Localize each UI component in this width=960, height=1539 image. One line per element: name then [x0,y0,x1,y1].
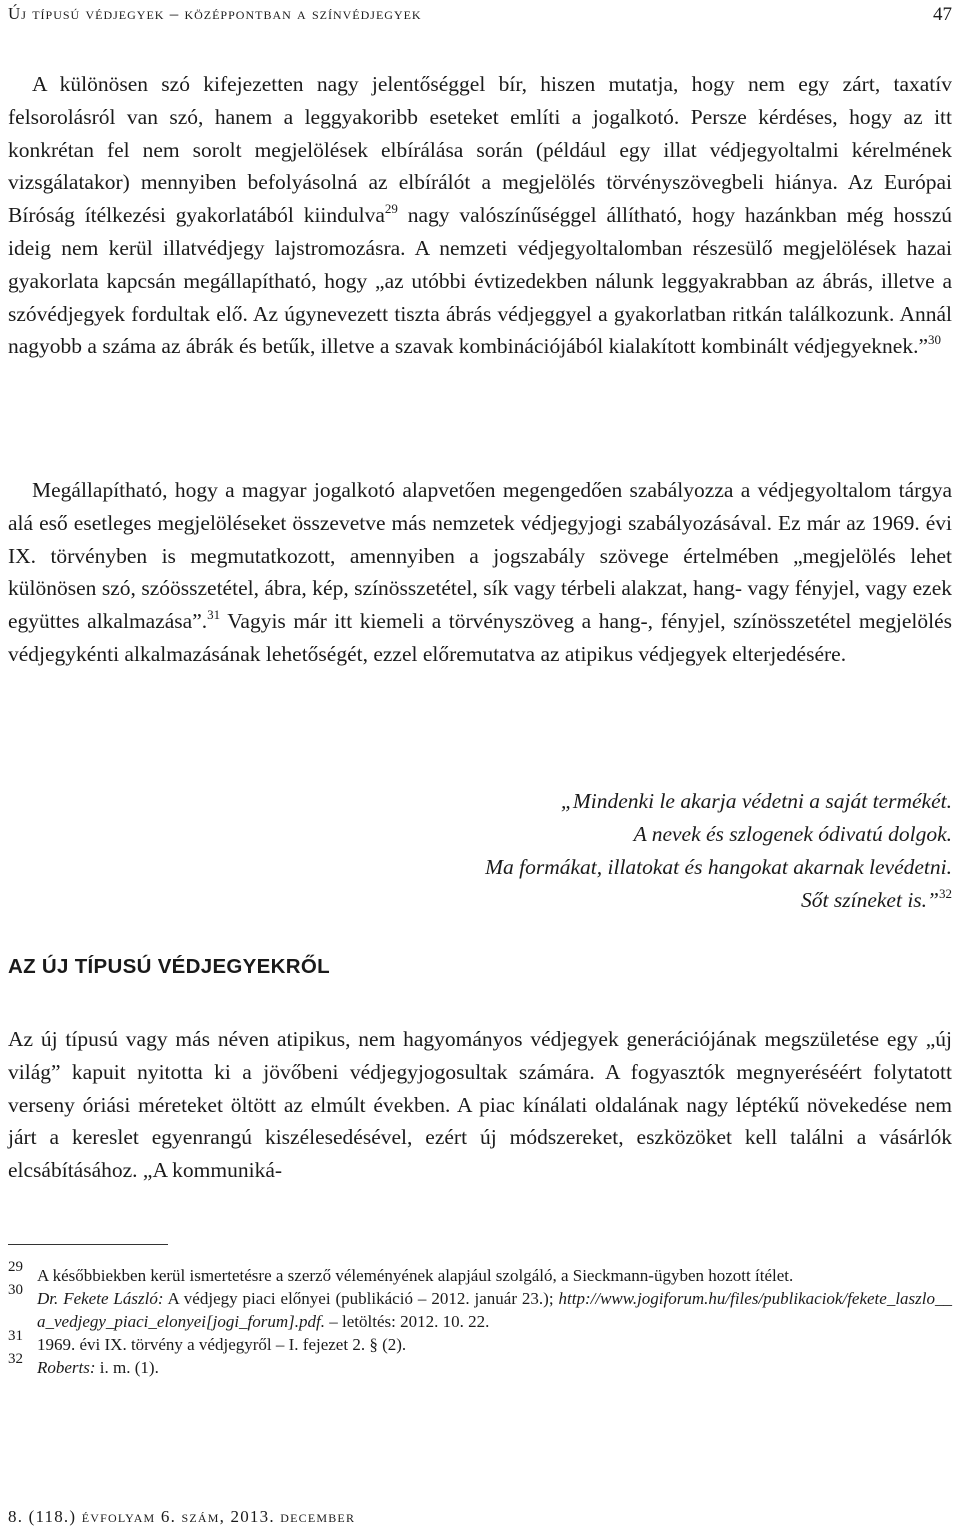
footnote-30 [8,1282,952,1333]
body-paragraph-3 [8,1023,952,1187]
epigraph-line: A nevek és szlogenek ódivatú dolgok. [633,822,952,846]
epigraph-line: Sőt színeket is.”$^{32}$ [801,886,952,912]
footnote-author: Dr. Fekete László: [37,1289,164,1308]
footnote-number: 32 [8,1351,23,1367]
footnote-ref[interactable]: 32 [939,886,952,901]
page-number: 47 [933,4,952,25]
footnote-text: i. m. (1). [95,1358,159,1377]
paragraph-text: A különösen szó kifejezetten nagy jelentőséggel bír, hiszen mutatja, hogy nem egy zárt, taxatív felsorolásról van szó, hanem a leggyakoribb eseteket említi a jogalkotó. Persze kérdéses, hogy az itt konkrétan fel nem sorolt megjelölések elbírálása során (például egy illat védjegyoltalmi kérelmének vizsgálatakor) mennyiben befolyásolná az elbírálót a megjelölés törvényszövegbeli hiánya. Az Európai Bíróság ítélkezési gyakorlatából kiindulva [8,72,952,228]
footnote-divider [8,1244,168,1245]
page-footer: 8. (118.) évfolyam 6. szám, 2013. december [8,1507,356,1526]
footnote-ref[interactable]: 30 [928,332,941,348]
running-title: Új típusú védjegyek – középpontban a színvédjegyek [8,4,422,23]
paragraph-text: Az új típusú vagy más néven atipikus, nem hagyományos védjegyek generációjának megszületése egy „új világ” kapuit nyitotta ki a jövőbeni védjegyjogosultak számára. A fogyasztók megnyeréséért folytatott verseny óriási méreteket öltött az elmúlt években. A piac kínálati oldalának nagy léptékű növekedése nem járt a kereslet egyenrangú kiszélesedésével, ezért új módszereket, eszközöket kell találni a vásárlók elcsábításához. „A kommuniká- [8,1027,952,1183]
footnote-number: 31 [8,1328,23,1344]
body-paragraph-2 [8,474,952,671]
paragraph-text: nagy valószínűséggel állítható, hogy hazánkban még hosszú ideig nem kerül illatvédjegy lajstromozásra. A nemzeti védjegyoltalomban részesülő megjelölések hazai gyakorlata kapcsán megállapítható, hogy „az utóbbi évtizedekben nálunk leggyakrabban az ábrás, illetve a szóvédjegyek fordultak elő. Az úgynevezett tiszta ábrás védjeggyel a gyakorlatban ritkán találkozunk. Annál nagyobb a száma az ábrák és betűk, illetve a szavak kombinációjából kialakított kombinált védjegyeknek.” [8,203,952,359]
footnotes [8,1259,952,1379]
paragraph-text: Vagyis már itt kiemeli a törvényszöveg a hang-, fényjel, színösszetétel megjelölés védjegykénti alkalmazásának lehetőségét, ezzel előremutatva az atipikus védjegyek elterjedésére. [8,609,952,666]
footnote-text: – letöltés: 2012. 10. 22. [325,1312,490,1331]
running-header [8,4,952,24]
footnote-text: A későbbiekben kerül ismertetésre a szerző véleményének alapjául szolgáló, a Sieckmann-ügyben hozott ítélet. [37,1266,794,1285]
footnote-author: Roberts: [37,1358,96,1377]
paragraph-text: Megállapítható, hogy a magyar jogalkotó alapvetően megengedően szabályozza a védjegyoltalom tárgya alá eső esetleges megjelöléseket összevetve más nemzetek védjegyjogi szabályozásával. Ez már az 1969. évi IX. törvényben is megmutatkozott, amennyiben a jogszabály szövege értelmében „megjelölés lehet különösen szó, szóösszetétel, ábra, kép, színösszetétel, sík vagy térbeli alakzat, hang- vagy fényjel, vagy ezek együttes alkalmazása”. [8,478,952,634]
footnote-text: A védjegy piaci előnyei (publikáció – 2012. január 23.); [163,1289,559,1308]
epigraph-line: „Mindenki le akarja védetni a saját termékét. [560,789,952,813]
section-heading: AZ ÚJ TÍPUSÚ VÉDJEGYEKRŐL [8,955,330,978]
footnote-text: 1969. évi IX. törvény a védjegyről – I. fejezet 2. § (2). [37,1335,407,1354]
footnote-number: 30 [8,1282,23,1298]
body-paragraph-1 [8,68,952,363]
epigraph-quote [252,785,952,917]
footnote-number: 29 [8,1259,23,1275]
footnote-ref[interactable]: 29 [384,201,398,217]
footnote-link[interactable]: http://www.jogiforum.hu/files/publikaciok/fekete_laszlo__a_vedjegy_piaci_elonyei[jogi_forum].pdf. [37,1289,952,1331]
footnote-31 [8,1328,952,1356]
footnote-32 [8,1351,952,1379]
footnote-29 [8,1259,952,1287]
epigraph-line: Ma formákat, illatokat és hangokat akarnak levédetni. [485,855,952,879]
footnote-ref[interactable]: 31 [207,607,221,623]
